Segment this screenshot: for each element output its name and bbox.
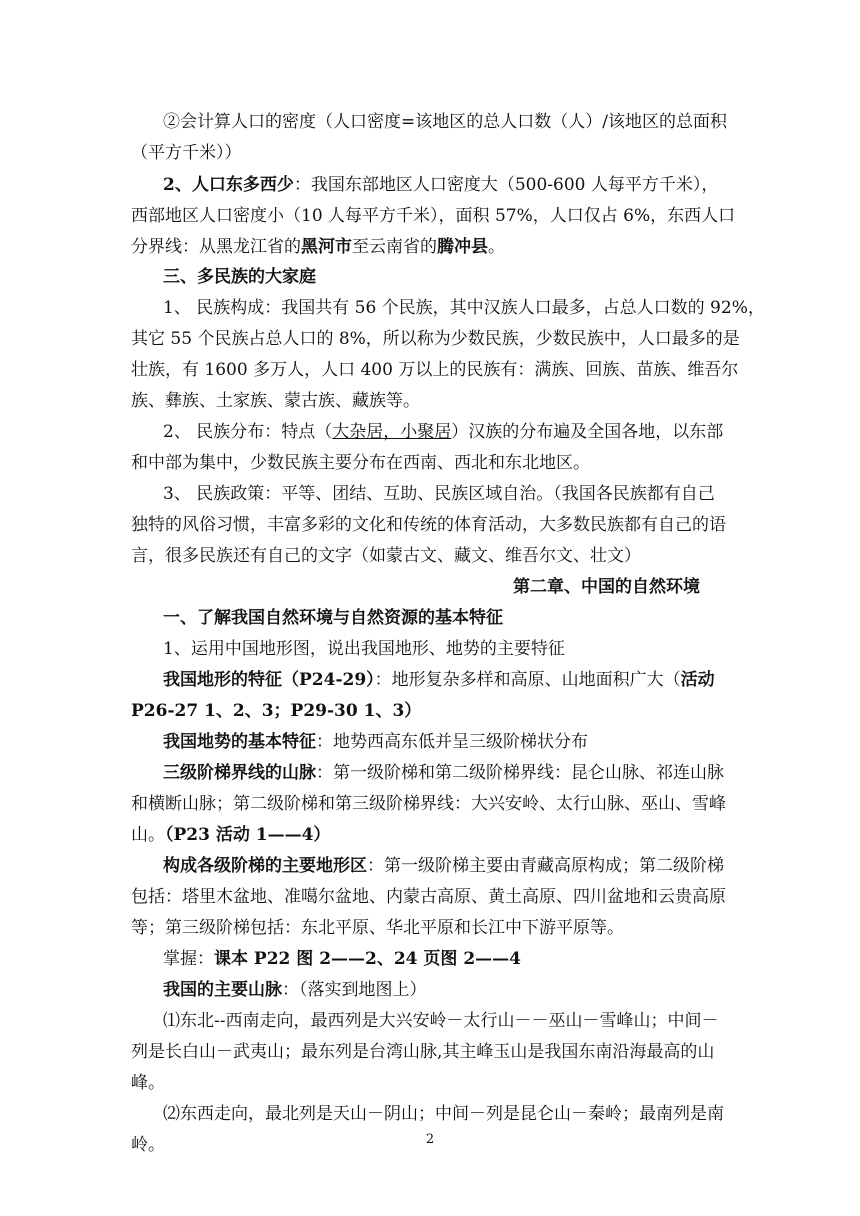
section-heading: 三、多民族的大家庭 xyxy=(163,267,316,287)
text-line: ⑵东西走向，最北列是天山－阴山；中间－列是昆仑山－秦岭；最南列是南 xyxy=(163,1104,724,1124)
bold-heading: 2、人口东多西少 xyxy=(163,175,294,195)
text-line xyxy=(163,669,715,691)
text-line: 其它 55 个民族占总人口的 8%，所以称为少数民族，少数民族中，人口最多的是 xyxy=(131,329,740,349)
text-line: 和中部为集中，少数民族主要分布在西南、西北和东北地区。 xyxy=(131,453,590,473)
bold-heading: 构成各级阶梯的主要地形区 xyxy=(163,856,367,876)
section-heading: 一、了解我国自然环境与自然资源的基本特征 xyxy=(163,608,503,628)
chapter-title: 第二章、中国的自然环境 xyxy=(513,577,700,597)
bold-term: （P23 活动 1——4） xyxy=(165,825,331,845)
bold-term: 课本 P22 图 2——2、24 页图 2——4 xyxy=(214,949,522,969)
text-span: ：（落实到地图上） xyxy=(282,980,427,1000)
bold-heading: 三级阶梯界线的山脉 xyxy=(163,763,316,783)
text-line xyxy=(163,979,427,1001)
bold-heading: 我国地势的基本特征 xyxy=(163,732,316,752)
text-span: ）汉族的分布遍及全国各地，以东部 xyxy=(451,422,724,442)
text-line: 1、运用中国地形图，说出我国地形、地势的主要特征 xyxy=(163,639,565,659)
text-line xyxy=(131,824,330,846)
page-number: 2 xyxy=(425,1132,435,1147)
text-span: ：第一级阶梯和第二级阶梯界线：昆仑山脉、祁连山脉 xyxy=(316,763,724,783)
text-span: ：第一级阶梯主要由青藏高原构成；第二级阶梯 xyxy=(367,856,724,876)
text-span: ：地势西高东低并呈三级阶梯状分布 xyxy=(316,732,588,752)
bold-heading: 我国的主要山脉 xyxy=(163,980,282,1000)
bold-heading: 我国地形的特征（P24-29） xyxy=(163,670,375,690)
text-line: ⑴东北--西南走向，最西列是大兴安岭－太行山－－巫山－雪峰山；中间－ xyxy=(163,1011,719,1031)
text-line: 西部地区人口密度小（10 人每平方千米），面积 57%，人口仅占 6%，东西人口 xyxy=(131,206,736,226)
text-line: 列是长白山－武夷山；最东列是台湾山脉,其主峰玉山是我国东南沿海最高的山 xyxy=(131,1042,715,1062)
text-line xyxy=(163,855,724,877)
text-line: 1、 民族构成：我国共有 56 个民族，其中汉族人口最多，占总人口数的 92%， xyxy=(163,298,765,318)
text-span: 至云南省的 xyxy=(352,237,437,257)
text-span: 。 xyxy=(488,237,505,257)
text-line: 独特的风俗习惯，丰富多彩的文化和传统的体育活动，大多数民族都有自己的语 xyxy=(131,515,726,535)
bold-term: 黑河市 xyxy=(301,237,352,257)
text-span: 分界线：从黑龙江省的 xyxy=(131,237,301,257)
text-span: ：地形复杂多样和高原、山地面积广大（ xyxy=(374,670,681,690)
text-line: 峰。 xyxy=(131,1073,165,1093)
text-line: 3、 民族政策：平等、团结、互助、民族区域自治。（我国各民族都有自己 xyxy=(163,484,715,504)
text-line xyxy=(163,731,588,753)
text-line: 和横断山脉；第二级阶梯和第三级阶梯界线：大兴安岭、太行山脉、巫山、雪峰 xyxy=(131,794,726,814)
text-line: （平方千米）） xyxy=(131,143,242,163)
text-line: ②会计算人口的密度（人口密度=该地区的总人口数（人）/该地区的总面积 xyxy=(163,112,727,132)
text-span: ：我国东部地区人口密度大（500-600 人每平方千米）， xyxy=(293,175,719,195)
text-span: 掌握： xyxy=(163,949,214,969)
text-line xyxy=(163,421,723,443)
bold-term: 活动 xyxy=(680,670,715,690)
bold-term: 腾冲县 xyxy=(437,237,488,257)
underlined-term: 大杂居，小聚居 xyxy=(332,422,452,442)
text-line xyxy=(131,236,505,258)
text-line: 岭。 xyxy=(131,1135,165,1155)
text-line xyxy=(163,174,718,196)
text-line: P26-27 1、2、3；P29-30 1、3） xyxy=(131,701,422,721)
text-span: 山。 xyxy=(131,825,165,845)
text-line: 等；第三级阶梯包括：东北平原、华北平原和长江中下游平原等。 xyxy=(131,918,624,938)
text-line: 族、彝族、土家族、蒙古族、藏族等。 xyxy=(131,391,420,411)
text-line xyxy=(163,948,521,970)
text-line: 言，很多民族还有自己的文字（如蒙古文、藏文、维吾尔文、壮文） xyxy=(131,546,641,566)
text-span: 2、 民族分布：特点（ xyxy=(163,422,333,442)
text-line: 包括：塔里木盆地、准噶尔盆地、内蒙古高原、黄土高原、四川盆地和云贵高原 xyxy=(131,887,726,907)
text-line: 壮族，有 1600 多万人，人口 400 万以上的民族有：满族、回族、苗族、维吾尔 xyxy=(131,360,739,380)
text-line xyxy=(163,762,724,784)
